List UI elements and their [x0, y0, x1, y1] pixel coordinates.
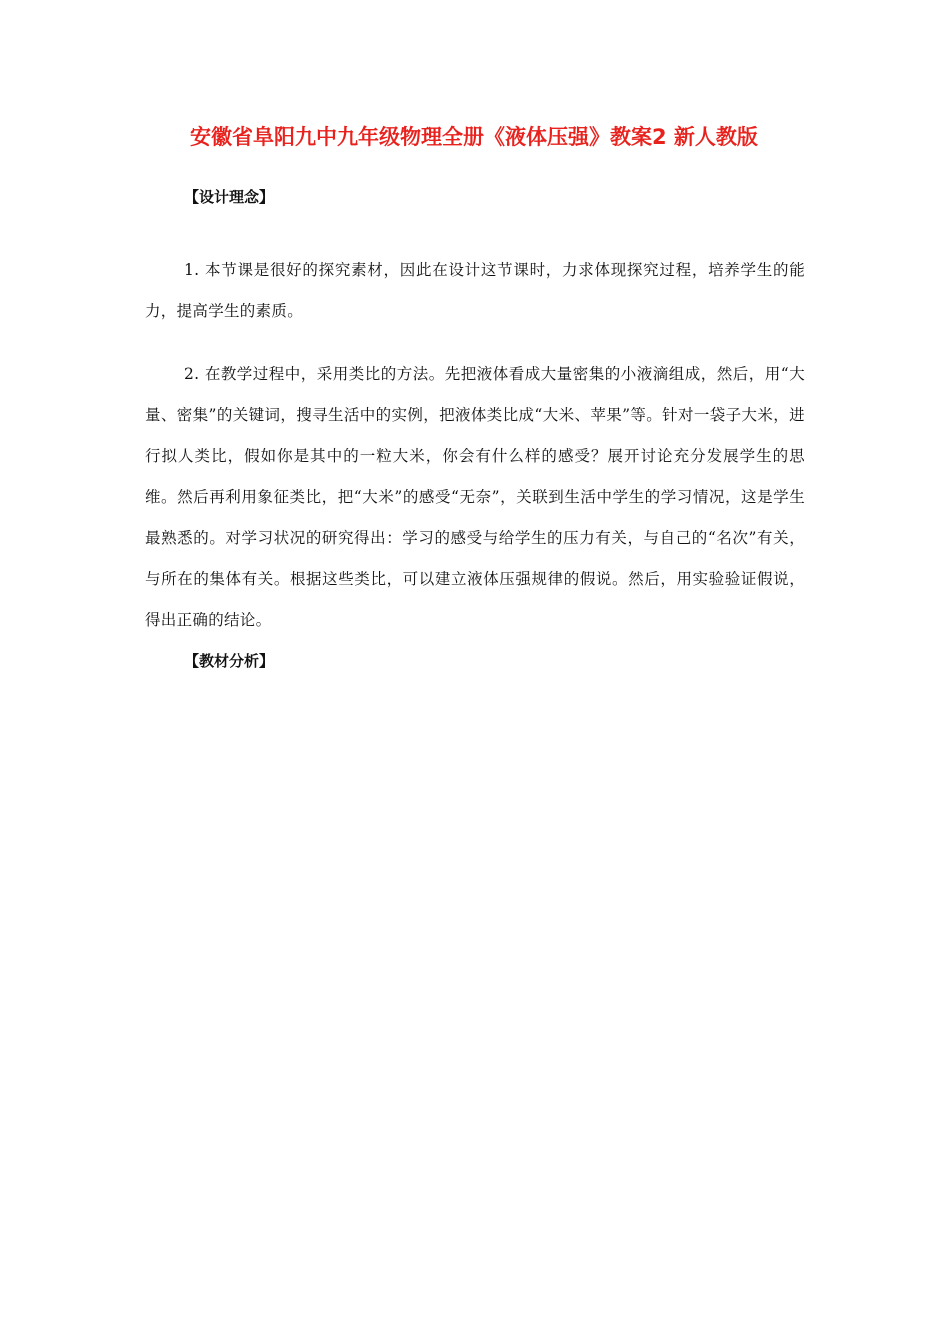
section-heading-design-concept: 【设计理念】 — [184, 188, 275, 206]
section-heading-material-analysis: 【教材分析】 — [184, 652, 275, 670]
paragraph-design-concept-2: 2. 在教学过程中，采用类比的方法。先把液体看成大量密集的小液滴组成，然后，用“大量、密集”的关键词，搜寻生活中的实例，把液体类比成“大米、苹果”等。针对一袋子大米，进行拟人类比，假如你是其中的一粒大米，你会有什么样的感受？展开讨论充分发展学生的思维。然后再利用象征类比，把“大米”的感受“无奈”，关联到生活中学生的学习情况，这是学生最熟悉的。对学习状况的研究得出：学习的感受与给学生的压力有关，与自己的“名次”有关，与所在的集体有关。根据这些类比，可以建立液体压强规律的假说。然后，用实验验证假说，得出正确的结论。 — [145, 364, 805, 629]
document-title: 安徽省阜阳九中九年级物理全册《液体压强》教案2 新人教版 — [190, 125, 758, 149]
paragraph-design-concept-1: 1. 本节课是很好的探究素材，因此在设计这节课时，力求体现探究过程，培养学生的能力，提高学生的素质。 — [145, 260, 805, 320]
